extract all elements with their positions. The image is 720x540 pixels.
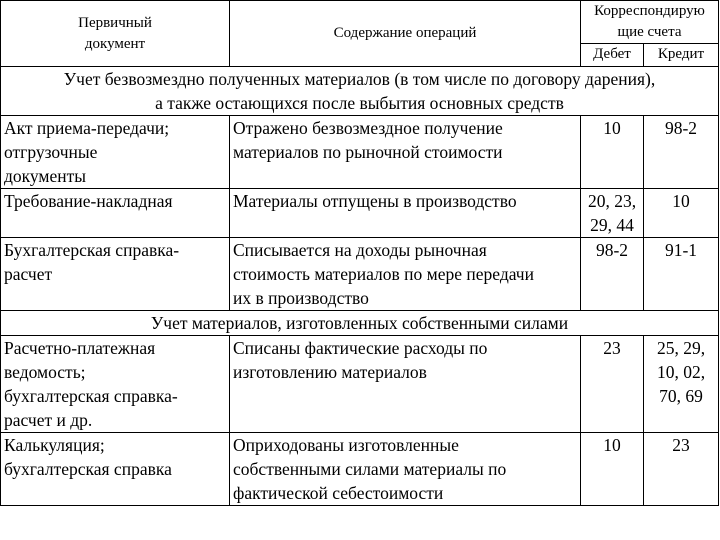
table-row xyxy=(1,189,719,238)
operation-cell: Отражено безвозмездное получение материалов по рыночной стоимости xyxy=(230,116,581,189)
credit-cell: 25, 29, 10, 02, 70, 69 xyxy=(644,336,719,433)
header-debit: Дебет xyxy=(581,44,644,67)
header-credit: Кредит xyxy=(644,44,719,67)
header-operations: Содержание операций xyxy=(230,1,581,67)
document-cell: Бухгалтерская справка- расчет xyxy=(1,238,230,311)
table-row xyxy=(1,238,719,311)
debit-cell: 23 xyxy=(581,336,644,433)
section-title-row xyxy=(1,67,719,116)
section-title-row xyxy=(1,311,719,336)
section-title xyxy=(1,67,719,116)
section-title xyxy=(1,311,719,336)
debit-cell: 20, 23, 29, 44 xyxy=(581,189,644,238)
document-cell: Калькуляция; бухгалтерская справка xyxy=(1,433,230,506)
document-cell: Расчетно-платежная ведомость; бухгалтерская справка- расчет и др. xyxy=(1,336,230,433)
credit-cell: 91-1 xyxy=(644,238,719,311)
document-cell: Акт приема-передачи; отгрузочные документы xyxy=(1,116,230,189)
operation-cell: Списывается на доходы рыночная стоимость материалов по мере передачи их в производство xyxy=(230,238,581,311)
document-cell: Требование-накладная xyxy=(1,189,230,238)
header-document: Первичный документ xyxy=(1,1,230,67)
debit-cell: 10 xyxy=(581,116,644,189)
section-title-line: Учет материалов, изготовленных собственными силами xyxy=(150,313,569,333)
header-corresponding-accounts: Корреспондирую щие счета xyxy=(581,1,719,44)
table-row xyxy=(1,336,719,433)
operation-cell: Материалы отпущены в производство xyxy=(230,189,581,238)
credit-cell: 98-2 xyxy=(644,116,719,189)
table-row xyxy=(1,116,719,189)
section-title-line: а также остающихся после выбытия основных средств xyxy=(155,93,564,113)
table-row xyxy=(1,433,719,506)
credit-cell: 23 xyxy=(644,433,719,506)
credit-cell: 10 xyxy=(644,189,719,238)
debit-cell: 98-2 xyxy=(581,238,644,311)
debit-cell: 10 xyxy=(581,433,644,506)
section-title-line: Учет безвозмездно полученных материалов (в том числе по договору дарения), xyxy=(63,69,656,89)
operation-cell: Оприходованы изготовленные собственными силами материалы по фактической себестоимости xyxy=(230,433,581,506)
operation-cell: Списаны фактические расходы по изготовлению материалов xyxy=(230,336,581,433)
header-row xyxy=(1,1,719,44)
